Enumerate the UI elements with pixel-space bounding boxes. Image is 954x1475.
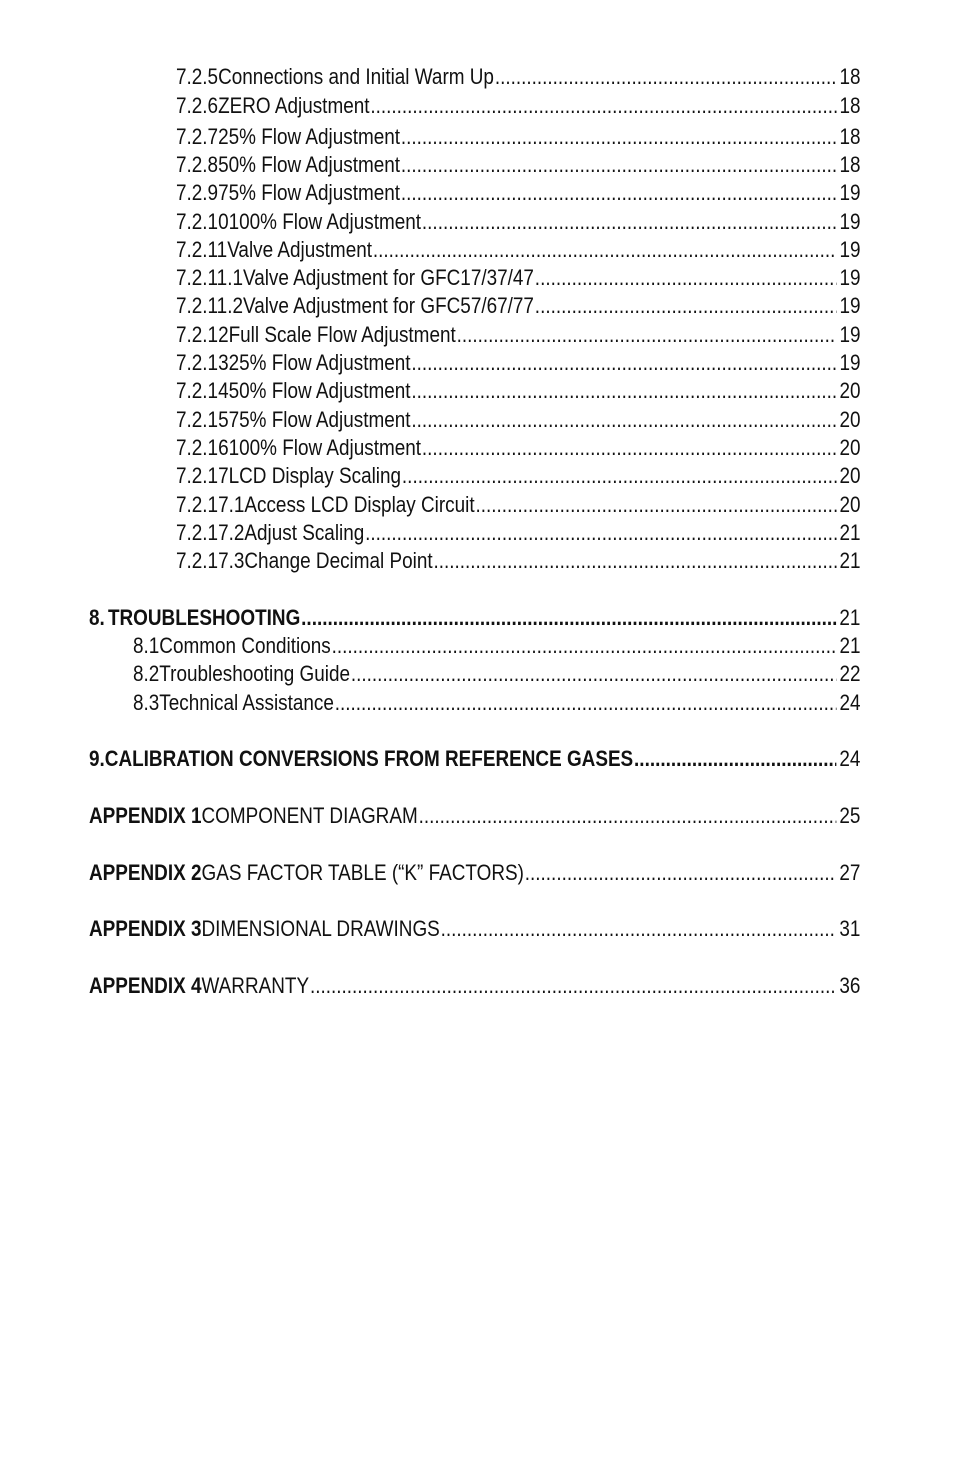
entry-page: 19 (839, 350, 861, 375)
entry-title: 25% Flow Adjustment (218, 124, 401, 149)
entry-page: 21 (839, 633, 861, 658)
section-page: 24 (839, 746, 861, 771)
entry-title: 100% Flow Adjustment (228, 209, 422, 234)
dot-leader (401, 179, 836, 207)
dot-leader (373, 236, 836, 264)
toc-entry-7-2-17-2[interactable] (176, 519, 861, 547)
entry-page: 20 (839, 435, 861, 460)
entry-page: 19 (839, 265, 861, 290)
entry-number: 7.2.11.1 (176, 265, 243, 290)
dot-leader (401, 151, 836, 179)
toc-entry-7-2-17[interactable] (176, 462, 861, 490)
dot-leader (535, 264, 836, 292)
dot-leader (335, 689, 836, 717)
entry-page: 18 (839, 64, 861, 89)
dot-leader (525, 859, 836, 887)
toc-section-9[interactable] (89, 745, 860, 773)
entry-title: Valve Adjustment for GFC17/37/47 (242, 265, 534, 290)
entry-number: 7.2.12 (176, 322, 229, 347)
toc-entry-7-2-17-1[interactable] (176, 491, 861, 519)
dot-leader (422, 208, 836, 236)
entry-number: 7.2.16 (176, 435, 229, 460)
dot-leader (634, 745, 836, 773)
appendix-page: 31 (839, 916, 861, 941)
entry-title: 75% Flow Adjustment (218, 180, 401, 205)
entry-number: 7.2.9 (176, 180, 219, 205)
toc-entry-8-1[interactable] (133, 632, 861, 660)
entry-page: 21 (839, 520, 861, 545)
entry-number: 7.2.8 (176, 152, 219, 177)
dot-leader (434, 547, 837, 575)
entry-page: 19 (839, 237, 861, 262)
section-number: 8. (89, 605, 105, 630)
entry-page: 18 (839, 124, 861, 149)
entry-number: 7.2.17.1 (176, 492, 245, 517)
entry-title: Access LCD Display Circuit (244, 492, 475, 517)
entry-page: 18 (839, 93, 861, 118)
dot-leader (411, 349, 836, 377)
dot-leader (370, 92, 836, 120)
toc-entry-7-2-13[interactable] (176, 349, 861, 377)
appendix-title: WARRANTY (201, 973, 310, 998)
dot-leader (535, 292, 836, 320)
entry-title: 25% Flow Adjustment (228, 350, 411, 375)
toc-entry-7-2-11[interactable] (176, 236, 861, 264)
dot-leader (419, 802, 836, 830)
toc-entry-7-2-8[interactable] (176, 151, 861, 179)
entry-title: Troubleshooting Guide (159, 661, 351, 686)
entry-page: 20 (839, 492, 861, 517)
toc-entry-7-2-6[interactable] (176, 92, 861, 120)
entry-page: 20 (839, 407, 861, 432)
appendix-page: 27 (839, 860, 861, 885)
toc-entry-7-2-17-3[interactable] (176, 547, 861, 575)
toc-entry-7-2-14[interactable] (176, 377, 861, 405)
dot-leader (365, 519, 836, 547)
toc-entry-7-2-10[interactable] (176, 208, 861, 236)
entry-page: 20 (839, 463, 861, 488)
entry-title: Adjust Scaling (244, 520, 365, 545)
dot-leader (457, 321, 836, 349)
dot-leader (441, 915, 836, 943)
appendix-title: DIMENSIONAL DRAWINGS (201, 916, 440, 941)
entry-title: Valve Adjustment for GFC57/67/77 (242, 293, 534, 318)
entry-number: 7.2.17.2 (176, 520, 245, 545)
appendix-title: COMPONENT DIAGRAM (201, 803, 418, 828)
toc-entry-7-2-11-1[interactable] (176, 264, 861, 292)
entry-title: 50% Flow Adjustment (218, 152, 401, 177)
toc-appendix-3[interactable] (89, 915, 860, 943)
toc-entry-8-3[interactable] (133, 689, 861, 717)
entry-page: 19 (839, 209, 861, 234)
entry-page: 19 (839, 322, 861, 347)
entry-page: 22 (839, 661, 861, 686)
entry-title: 100% Flow Adjustment (228, 435, 422, 460)
appendix-label: APPENDIX 4 (89, 973, 202, 998)
dot-leader (411, 406, 836, 434)
entry-title: 75% Flow Adjustment (228, 407, 411, 432)
dot-leader (310, 972, 836, 1000)
appendix-page: 36 (839, 973, 861, 998)
appendix-title: GAS FACTOR TABLE (“K” FACTORS) (201, 860, 524, 885)
toc-entry-7-2-11-2[interactable] (176, 292, 861, 320)
entry-title: Connections and Initial Warm Up (218, 64, 494, 89)
toc-entry-7-2-5[interactable] (176, 63, 861, 91)
dot-leader (351, 660, 836, 688)
appendix-page: 25 (839, 803, 861, 828)
toc-appendix-4[interactable] (89, 972, 860, 1000)
dot-leader (301, 604, 836, 632)
toc-entry-7-2-7[interactable] (176, 123, 861, 151)
entry-number: 7.2.13 (176, 350, 229, 375)
entry-page: 19 (839, 180, 861, 205)
toc-entry-8-2[interactable] (133, 660, 861, 688)
section-title: CALIBRATION CONVERSIONS FROM REFERENCE GASES (104, 746, 634, 771)
appendix-label: APPENDIX 2 (89, 860, 202, 885)
toc-entry-7-2-15[interactable] (176, 406, 861, 434)
toc-entry-7-2-16[interactable] (176, 434, 861, 462)
entry-number: 8.1 (133, 633, 160, 658)
entry-number: 7.2.6 (176, 93, 219, 118)
entry-page: 19 (839, 293, 861, 318)
dot-leader (411, 377, 836, 405)
entry-number: 7.2.10 (176, 209, 229, 234)
toc-appendix-1[interactable] (89, 802, 860, 830)
section-number: 9. (89, 746, 105, 771)
dot-leader (332, 632, 836, 660)
dot-leader (402, 462, 836, 490)
dot-leader (422, 434, 836, 462)
entry-title: 50% Flow Adjustment (228, 378, 411, 403)
toc-appendix-2[interactable] (89, 859, 860, 887)
entry-title: Valve Adjustment (227, 237, 372, 262)
toc-section-8[interactable] (89, 604, 860, 632)
dot-leader (401, 123, 836, 151)
entry-title: Technical Assistance (159, 690, 334, 715)
entry-title: Common Conditions (159, 633, 331, 658)
entry-number: 8.3 (133, 690, 160, 715)
entry-title: LCD Display Scaling (228, 463, 402, 488)
entry-number: 8.2 (133, 661, 160, 686)
section-title: TROUBLESHOOTING (107, 605, 301, 630)
entry-number: 7.2.14 (176, 378, 229, 403)
entry-number: 7.2.7 (176, 124, 219, 149)
appendix-label: APPENDIX 1 (89, 803, 202, 828)
entry-number: 7.2.11.2 (176, 293, 243, 318)
entry-number: 7.2.17 (176, 463, 229, 488)
entry-page: 21 (839, 548, 861, 573)
toc-entry-7-2-12[interactable] (176, 321, 861, 349)
dot-leader (475, 491, 836, 519)
entry-title: Full Scale Flow Adjustment (228, 322, 456, 347)
entry-page: 20 (839, 378, 861, 403)
entry-page: 18 (839, 152, 861, 177)
entry-number: 7.2.15 (176, 407, 229, 432)
dot-leader (495, 63, 836, 91)
entry-number: 7.2.5 (176, 64, 219, 89)
entry-number: 7.2.11 (176, 237, 228, 262)
entry-page: 24 (839, 690, 861, 715)
toc-entry-7-2-9[interactable] (176, 179, 861, 207)
entry-number: 7.2.17.3 (176, 548, 245, 573)
entry-title: Change Decimal Point (244, 548, 433, 573)
entry-title: ZERO Adjustment (218, 93, 370, 118)
section-page: 21 (839, 605, 861, 630)
appendix-label: APPENDIX 3 (89, 916, 202, 941)
